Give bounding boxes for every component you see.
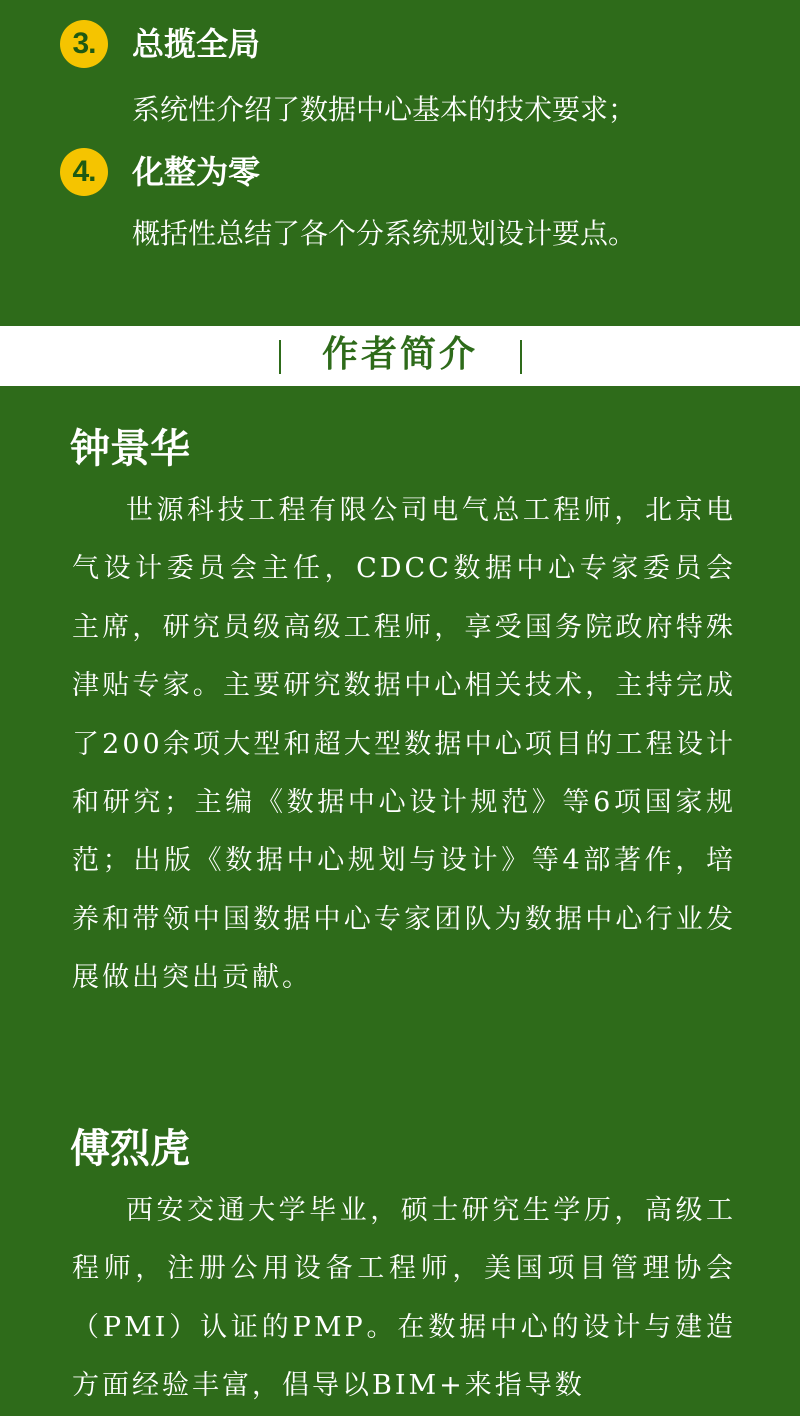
author-bio: 西安交通大学毕业，硕士研究生学历，高级工程师，注册公用设备工程师，美国项目管理协会（PMI）认证的PMP。在数据中心的设计与建造方面经验丰富，倡导以BIM+来指导数 <box>72 1195 736 1402</box>
feature-title: 总揽全局 <box>132 25 261 63</box>
right-divider <box>520 340 522 374</box>
author-name: 钟景华 <box>70 425 190 472</box>
feature-description: 系统性介绍了数据中心基本的技术要求； <box>132 93 637 126</box>
feature-title: 化整为零 <box>132 153 261 191</box>
author-name: 傅烈虎 <box>70 1125 190 1172</box>
feature-description: 概括性总结了各个分系统规划设计要点。 <box>132 217 637 250</box>
section-title: 作者简介 <box>321 334 478 375</box>
section-header <box>0 326 800 386</box>
number-badge: 4. <box>60 148 108 196</box>
author-bio: 世源科技工程有限公司电气总工程师，北京电气设计委员会主任，CDCC数据中心专家委员会主席，研究员级高级工程师，享受国务院政府特殊津贴专家。主要研究数据中心相关技术，主持完成了200余项大型和超大型数据中心项目的工程设计和研究；主编《数据中心设计规范》等6项国家规范；出版《数据中心规划与设计》等4部著作，培养和带领中国数据中心专家团队为数据中心行业发展做出突出贡献。 <box>72 495 736 994</box>
number-badge: 3. <box>60 20 108 68</box>
